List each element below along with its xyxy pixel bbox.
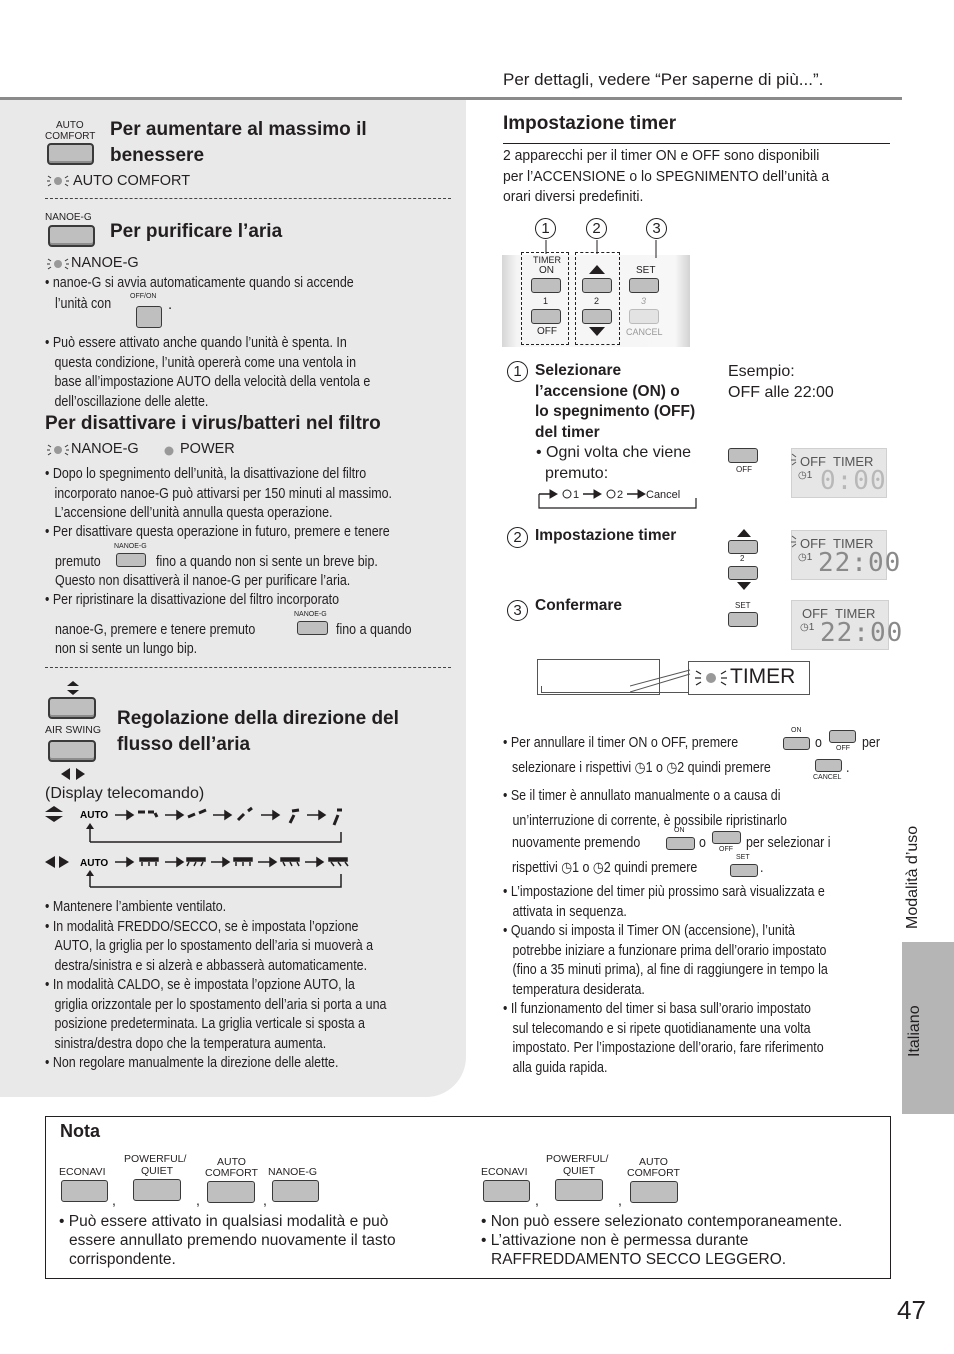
- step-number-1: 1: [535, 218, 556, 239]
- on-button-inline[interactable]: [783, 737, 810, 750]
- powerful-label-2: QUIET: [563, 1165, 596, 1177]
- lcd-off: OFF: [800, 454, 826, 469]
- auto-label: AUTO: [80, 858, 109, 869]
- step-number-3: 3: [646, 218, 667, 239]
- lcd-off: OFF: [800, 536, 826, 551]
- lcd-timer: TIMER: [833, 536, 874, 551]
- virus-bullet-2-line-3: Questo non disattiverà il nanoe-G per purificare l’aria.: [55, 573, 351, 589]
- set-label-small: SET: [736, 854, 750, 861]
- on-button-inline[interactable]: [666, 837, 695, 850]
- auto-label-2: COMFORT: [205, 1167, 258, 1179]
- virus-title: Per disattivare i virus/batteri nel filtro: [45, 413, 381, 434]
- side-section-label: Modalità d’uso: [904, 825, 921, 929]
- econavi-button[interactable]: [61, 1180, 108, 1202]
- auto-comfort-btn-label-2: COMFORT: [45, 131, 96, 142]
- step-number-1: 1: [507, 361, 528, 382]
- nanoe-g-button[interactable]: [272, 1180, 319, 1202]
- powerful-label-2: QUIET: [141, 1165, 174, 1177]
- cancel-label-small: CANCEL: [813, 774, 842, 781]
- timer-note-2-f: rispettivi ◷1 o ◷2 quindi premere: [512, 860, 698, 876]
- powerful-label-1: POWERFUL/: [546, 1153, 609, 1165]
- off-button-inline[interactable]: [712, 831, 741, 844]
- on-label-small: ON: [791, 727, 802, 734]
- nanoe-indicator: NANOE-G: [71, 255, 139, 271]
- down-arrow-icon: [589, 327, 605, 337]
- nanoe-btn-label-small: NANOE-G: [114, 543, 147, 550]
- nanoe-btn-label: NANOE-G: [45, 212, 92, 223]
- virus-bullet-3-line-2a: nanoe-G, premere e tenere premuto: [55, 622, 256, 638]
- auto-comfort-button[interactable]: [630, 1181, 678, 1203]
- virus-indicator-nanoe: NANOE-G: [71, 441, 139, 457]
- step-number-3: 3: [507, 600, 528, 621]
- timer-title-rule: [503, 143, 890, 144]
- timer-off-button[interactable]: [531, 309, 561, 324]
- remote-3-label: 3: [641, 296, 647, 306]
- timer-note-1-line-1: • Per annullare il timer ON o OFF, premere: [503, 735, 739, 751]
- auto-comfort-button[interactable]: [47, 143, 94, 165]
- step2-text: Impostazione timer: [535, 527, 677, 544]
- cancel-button-inline[interactable]: [815, 759, 842, 772]
- off-label-small: OFF: [719, 846, 733, 853]
- powerful-label-1: POWERFUL/: [124, 1153, 187, 1165]
- auto-comfort-button[interactable]: [207, 1181, 255, 1203]
- nanoe-title: Per purificare l’aria: [110, 221, 283, 242]
- off-btn-label: OFF: [736, 465, 752, 474]
- remote-off-label: OFF: [537, 326, 557, 337]
- lcd-timer: TIMER: [835, 606, 876, 621]
- econavi-label: ECONAVI: [481, 1166, 528, 1178]
- timer-title: Impostazione timer: [503, 113, 677, 134]
- timer-indicator-label: TIMER: [730, 665, 796, 688]
- each-press-text: • Ogni volta che viene premuto:: [536, 444, 692, 482]
- timer-note-2-c: nuovamente premendo: [512, 835, 641, 851]
- powerful-quiet-button[interactable]: [133, 1179, 181, 1201]
- step-number-2: 2: [507, 527, 528, 548]
- time-down-button[interactable]: [582, 309, 612, 324]
- timer-lamp-icon: [693, 667, 729, 689]
- indicator-lamp-icon: [46, 442, 70, 458]
- econavi-button[interactable]: [483, 1180, 530, 1202]
- timer-cancel-button[interactable]: [629, 309, 659, 324]
- remote-on-label: ON: [539, 265, 554, 276]
- time-up-button[interactable]: [582, 278, 612, 293]
- off-button-example[interactable]: [728, 448, 758, 463]
- off-label-small: OFF: [836, 745, 850, 752]
- virus-bullet-3-line-1: • Per ripristinare la disattivazione del filtro incorporato: [45, 592, 340, 608]
- btn-2-label: 2: [740, 554, 745, 563]
- timer-note-2-or: o: [699, 835, 706, 851]
- remote-2-label: 2: [594, 296, 600, 306]
- timer-note-1-line-2: selezionare i rispettivi ◷1 o ◷2 quindi premere: [512, 760, 771, 776]
- divider: [45, 667, 451, 668]
- set-btn-label: SET: [735, 601, 751, 610]
- auto-label-1: AUTO: [639, 1156, 668, 1168]
- up-arrow-icon: [589, 265, 605, 275]
- nanoe-label: NANOE-G: [268, 1166, 318, 1178]
- timer-on-button[interactable]: [531, 278, 561, 293]
- svg-text:1: 1: [573, 489, 580, 501]
- power-lamp-icon: [163, 445, 175, 457]
- side-language-label: Italiano: [906, 1005, 923, 1057]
- econavi-label: ECONAVI: [59, 1166, 106, 1178]
- timer-note-3-4-5: • L’impostazione del timer più prossimo sarà visualizzata e attivata in sequenza. • Quando si imposta il Timer ON (accensione), l’unità potrebbe iniziare a funzionare prima dell’orario impostato (fino a 35 minuti prima), al fine di raggiungere in tempo la temperatura desiderata. • Il funzionamento del timer si basa sull’orario impostato sul telecomando e si ripete quotidianamente una volta impostato. Per l’impostazione dell’orario, fare riferimento alla guida rapida.: [503, 884, 828, 1076]
- timer-note-1-per: per: [862, 735, 881, 751]
- virus-bullet-2-line-2: fino a quando non si sente un breve bip.: [156, 554, 378, 570]
- down-arrow-icon: [736, 582, 752, 592]
- auto-label-2: COMFORT: [627, 1167, 680, 1179]
- cycle-cancel-label: Cancel: [646, 489, 681, 501]
- header-note: Per dettagli, vedere “Per saperne di più...”.: [503, 70, 824, 89]
- auto-comfort-indicator: AUTO COMFORT: [73, 173, 191, 189]
- auto-label-1: AUTO: [217, 1156, 246, 1168]
- lcd-time: 22:00: [818, 548, 902, 578]
- virus-bullet-3-line-3: non si sente un lungo bip.: [55, 641, 198, 657]
- nota-right-text: • Non può essere selezionato contemporaneamente. • L’attivazione non è permessa durante RAFFREDDAMENTO SECCO LEGGERO.: [481, 1213, 843, 1268]
- virus-bullet-3-line-2b: fino a quando: [336, 622, 412, 638]
- remote-1-label: 1: [543, 296, 549, 306]
- horizontal-swing-sequence-diagram: [45, 852, 355, 892]
- virus-bullet-2-pressed: premuto: [55, 554, 101, 570]
- remote-set-label: SET: [636, 265, 656, 276]
- airswing-title-2: flusso dell’aria: [117, 734, 251, 755]
- page-number: 47: [897, 1295, 926, 1325]
- lcd-timer: TIMER: [833, 454, 874, 469]
- indicator-lamp-icon: [46, 256, 70, 272]
- remote-timer-label: TIMER: [533, 255, 561, 265]
- virus-indicator-power: POWER: [180, 441, 235, 457]
- onoff-label: OFF/ON: [130, 293, 157, 300]
- divider: [45, 198, 451, 199]
- display-caption: (Display telecomando): [45, 785, 205, 802]
- off-button-inline[interactable]: [829, 730, 856, 743]
- vertical-swing-sequence-diagram: [45, 805, 355, 845]
- timer-cycle-diagram: [537, 484, 702, 512]
- set-button-example[interactable]: [728, 612, 758, 627]
- air-swing-vertical-button[interactable]: [48, 697, 96, 719]
- timer-set-button[interactable]: [629, 278, 659, 293]
- example-text: Esempio: OFF alle 22:00: [728, 363, 834, 401]
- air-swing-label: AIR SWING: [45, 724, 102, 736]
- onoff-button[interactable]: [136, 306, 162, 328]
- timer-note-2-e: per selezionar i: [746, 835, 831, 851]
- time-down-button-example[interactable]: [728, 566, 758, 580]
- svg-text:2: 2: [617, 489, 624, 501]
- nanoe-g-button[interactable]: [48, 225, 95, 247]
- up-arrow-icon: [736, 529, 752, 539]
- timer-note-1-or: o: [815, 735, 822, 751]
- nanoe-g-button-inline[interactable]: [116, 553, 146, 567]
- nanoe-btn-label-small: NANOE-G: [294, 611, 327, 618]
- air-swing-horizontal-button[interactable]: [48, 740, 96, 762]
- nanoe-g-button-inline[interactable]: [297, 621, 328, 635]
- powerful-quiet-button[interactable]: [555, 1179, 603, 1201]
- timer-intro: 2 apparecchi per il timer ON e OFF sono disponibili per l’ACCENSIONE o lo SPEGNIMENTO dell’unità a orari diversi predefiniti.: [503, 147, 830, 205]
- auto-comfort-btn-label-1: AUTO: [56, 120, 84, 131]
- set-button-inline[interactable]: [730, 864, 758, 877]
- timer-note-2: • Se il timer è annullato manualmente o a causa di un’interruzione di corrente, è possibile ripristinarlo: [503, 788, 787, 829]
- step3-text: Confermare: [535, 597, 622, 614]
- virus-bullet-2-line-1: • Per disattivare questa operazione in futuro, premere e tenere: [45, 524, 390, 540]
- lcd-blank-time: 0:00: [820, 466, 887, 496]
- step-number-2: 2: [586, 218, 607, 239]
- nota-left-text: • Può essere attivato in qualsiasi modalità e può essere annullato premendo nuovamente il tasto corrispondente.: [59, 1213, 396, 1268]
- airswing-title-1: Regolazione della direzione del: [117, 708, 399, 729]
- lcd-time: 22:00: [820, 618, 904, 648]
- left-right-arrows-icon: [61, 768, 85, 780]
- on-label-small: ON: [674, 827, 685, 834]
- auto-comfort-title-2: benessere: [110, 145, 205, 166]
- nanoe-bullet-1-line-2: l’unità con: [55, 296, 112, 312]
- virus-bullet-1: • Dopo lo spegnimento dell’unità, la disattivazione del filtro incorporato nanoe-G può attivarsi per 150 minuti al massimo. L’accensione dell’unità annulla questa operazione.: [45, 466, 393, 521]
- auto-label: AUTO: [80, 810, 109, 821]
- lcd-off: OFF: [802, 606, 828, 621]
- nanoe-bullet-1-line-1: • nanoe-G si avvia automaticamente quando si accende: [45, 275, 354, 291]
- time-up-button-example[interactable]: [728, 540, 758, 554]
- up-down-arrows-icon: [64, 681, 82, 695]
- nota-title: Nota: [60, 1121, 100, 1141]
- step1-text: Selezionare l’accensione (ON) o lo spegnimento (OFF) del timer: [535, 362, 696, 441]
- auto-comfort-title-1: Per aumentare al massimo il: [110, 119, 367, 140]
- remote-cancel-label: CANCEL: [626, 327, 663, 337]
- indicator-lamp-icon: [46, 173, 70, 189]
- nanoe-bullet-2: • Può essere attivato anche quando l’unità è spenta. In questa condizione, l’unità opererà come una ventola in base all’impostazione AUTO della velocità della ventola e dell’oscillazione delle alette.: [45, 335, 371, 410]
- airswing-bullets: • Mantenere l’ambiente ventilato. • In modalità FREDDO/SECCO, se è impostata l’opzione AUTO, la griglia per lo spostamento dell’aria si muoverà a destra/sinistra e si alzerà e abbasserà automaticamente. • In modalità CALDO, se è impostata l’opzione AUTO, la griglia orizzontale per lo spostamento dell’aria si porta a una posizione predeterminata. La griglia verticale si sposta a sinistra/destra dopo che la temperatura aumenta. • Non regolare manualmente la direzione delle alette.: [45, 899, 387, 1071]
